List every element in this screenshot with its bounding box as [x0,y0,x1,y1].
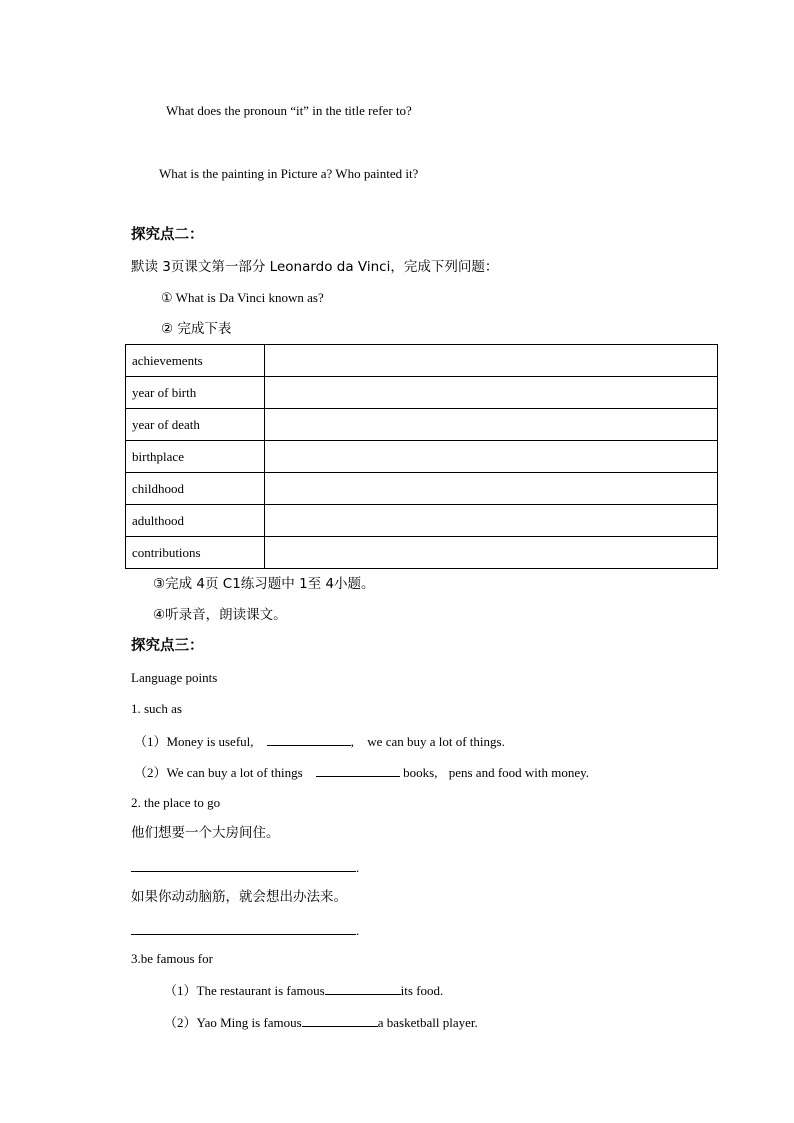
point-1-title: 1. such as [131,701,182,716]
item-2-text: 完成下表 [177,321,232,337]
row-answer-cell[interactable] [265,505,718,537]
row-answer-cell[interactable] [265,537,718,569]
sentence-text: （1）The restaurant is famous [164,983,325,998]
row-answer-cell[interactable] [265,377,718,409]
point-3-sentence-2 [164,1014,478,1031]
sentence-text: （2）We can buy a lot of things [134,765,303,780]
da-vinci-info-table [125,344,718,569]
item-1-text: What is Da Vinci known as? [175,290,324,305]
sentence-text: we can buy a lot of things. [367,734,505,749]
row-answer-cell[interactable] [265,473,718,505]
language-points-title: Language points [131,670,218,685]
table-row [126,377,718,409]
row-answer-cell[interactable] [265,345,718,377]
fill-blank[interactable] [325,982,401,995]
row-label-adulthood: adulthood [126,505,265,537]
point-1-sentence-2 [134,764,589,781]
table-row [126,505,718,537]
row-label-achievements: achievements [126,345,265,377]
table-row [126,345,718,377]
point-2-chinese-1: 他们想要一个大房间住。 [131,825,280,841]
point-3-title: 3.be famous for [131,951,213,966]
fill-blank[interactable] [302,1014,378,1027]
point-2-chinese-2: 如果你动动脑筋，就会想出办法来。 [131,889,347,905]
section-2-item-4: ④听录音，朗读课文。 [153,607,287,623]
comma: , [350,734,355,749]
point-2-title: 2. the place to go [131,795,221,810]
point-1-sentence-1 [134,733,505,750]
fill-blank[interactable] [316,764,400,777]
table-row [126,473,718,505]
table-row [126,441,718,473]
answer-line[interactable] [131,934,356,935]
sentence-text: （2）Yao Ming is famous [164,1015,302,1030]
sentence-text: a basketball player. [377,1015,478,1030]
circled-number-1: ① [161,290,173,305]
fill-blank[interactable] [267,733,351,746]
sentence-text: its food. [400,983,444,998]
section-2-item-3: ③完成 4页 C1练习题中 1至 4小题。 [153,576,375,592]
row-label-birthplace: birthplace [126,441,265,473]
period: . [356,923,360,938]
question-pronoun-it: What does the pronoun “it” in the title refer to? [166,103,412,118]
point-3-sentence-1 [164,982,443,999]
section-2-heading: 探究点二： [131,227,204,243]
section-3-heading: 探究点三： [131,638,204,654]
question-painting: What is the painting in Picture a? Who painted it? [159,166,419,181]
row-label-contributions: contributions [126,537,265,569]
row-label-year-of-birth: year of birth [126,377,265,409]
sentence-text: （1）Money is useful, [134,734,254,749]
row-label-year-of-death: year of death [126,409,265,441]
section-2-item-1 [161,290,324,306]
sentence-text: books, [403,765,438,780]
row-answer-cell[interactable] [265,409,718,441]
table-row [126,409,718,441]
sentence-text: pens and food with money. [448,765,590,780]
circled-number-2: ② [161,321,174,337]
row-label-childhood: childhood [126,473,265,505]
period: . [356,860,360,875]
section-2-item-2 [161,321,231,337]
table-row [126,537,718,569]
row-answer-cell[interactable] [265,441,718,473]
section-2-instruction: 默读 3页课文第一部分 Leonardo da Vinci，完成下列问题： [131,259,499,275]
answer-line[interactable] [131,871,356,872]
